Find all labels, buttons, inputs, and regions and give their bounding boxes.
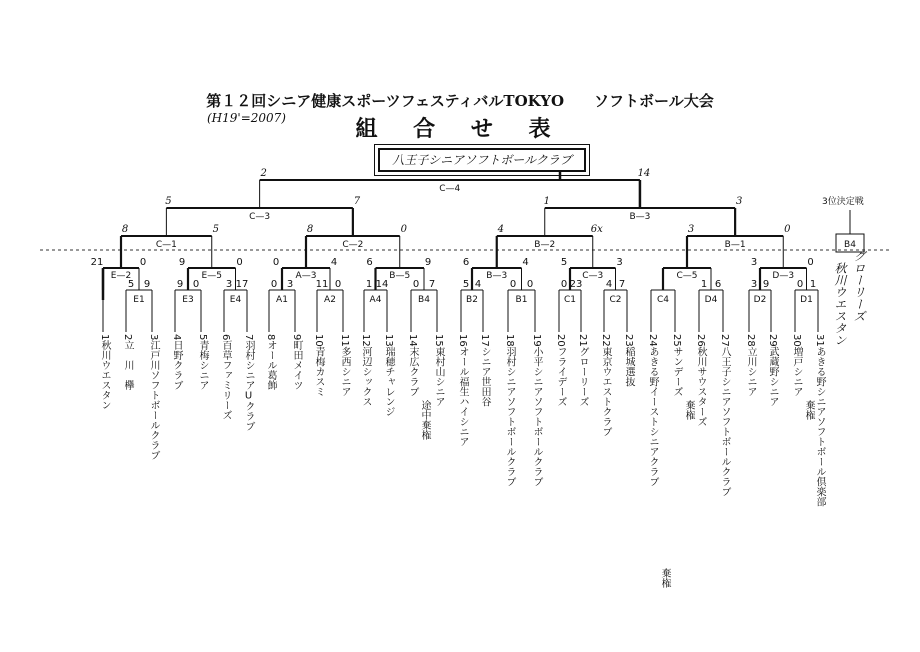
match-B1-score-right: 0: [526, 279, 534, 290]
match-E5-score-right: 0: [236, 257, 243, 268]
team-number: 31: [814, 334, 825, 347]
team-20: [552, 334, 566, 407]
team-23: [620, 334, 634, 387]
match-D2-score-left: 3: [750, 279, 758, 290]
team-number: 1: [99, 334, 110, 341]
match-C3-label: C—3: [249, 212, 271, 222]
team-name: 秋川ウエスタン: [99, 340, 110, 411]
match-B2r-score-right: 6x: [590, 224, 603, 235]
match-B3-score-right: 3: [735, 196, 743, 207]
third-place-match-label: B4: [844, 240, 856, 250]
team-number: 10: [313, 334, 324, 347]
match-D3-label: D—3: [772, 271, 795, 281]
match-E2-score-right: 0: [139, 257, 147, 268]
match-C3s-score-right: 3: [616, 257, 623, 268]
team-number: 8: [265, 334, 276, 341]
team-3: [145, 334, 159, 460]
match-C3s-label: C—3: [582, 271, 604, 281]
match-B2-label: B2: [466, 295, 478, 305]
team-number: 28: [745, 334, 756, 347]
match-A4-label: A4: [369, 295, 382, 305]
note-t24: 棄権: [659, 568, 670, 588]
match-B3-label: B—3: [486, 271, 508, 281]
team-name: あきる野イーストシニアクラブ: [647, 346, 658, 487]
team-name: 立 川 欅: [122, 340, 133, 391]
note-t25: 棄権: [683, 400, 694, 420]
team-name: 小平シニアソフトボールクラブ: [531, 346, 542, 487]
match-A2-score-right: 0: [334, 279, 342, 290]
team-number: 4: [171, 334, 182, 341]
team-number: 30: [791, 334, 802, 347]
match-B2r-score-left: 4: [497, 224, 504, 235]
match-A4-score-right: 14: [375, 279, 389, 290]
team-16: [454, 334, 468, 447]
match-B1-label: B1: [515, 295, 528, 305]
team-12: [357, 334, 371, 407]
handwritten-date: (H19'=2007): [207, 111, 286, 125]
match-B3-label: B—3: [629, 212, 651, 222]
team-name: 多西シニア: [339, 346, 350, 397]
match-A1-label: A1: [276, 295, 288, 305]
match-E3-score-left: 9: [176, 279, 184, 290]
team-name: あきる野シニアソフトボール倶楽部: [814, 346, 825, 507]
team-name: 稲城選抜: [623, 346, 634, 387]
third-place-label: 3位決定戦: [822, 197, 864, 207]
team-number: 3: [148, 334, 159, 341]
match-A1-score-right: 3: [286, 279, 294, 290]
match-A3-label: A—3: [295, 271, 317, 281]
team-number: 9: [291, 334, 302, 341]
team-number: 18: [504, 334, 515, 347]
third-place-team-2: グローリーズ: [852, 250, 866, 322]
team-name: 末広クラブ: [407, 346, 418, 397]
note-t14: 途中棄権: [419, 400, 430, 440]
final-score-left: 2: [260, 168, 267, 179]
match-E2-label: E—2: [110, 271, 132, 281]
team-number: 16: [457, 334, 468, 347]
team-22: [597, 334, 611, 437]
match-A4-score-left: 1: [365, 279, 373, 290]
team-number: 29: [767, 334, 778, 347]
match-B4-label: B4: [418, 295, 430, 305]
team-name: オール福生ハイシニア: [457, 346, 468, 447]
team-name: 立川シニア: [745, 346, 756, 397]
match-B1-score-left: 0: [509, 279, 517, 290]
team-number: 11: [339, 334, 350, 347]
match-D4-score-right: 6: [714, 279, 722, 290]
match-C2r-score-right: 0: [400, 224, 407, 235]
match-D4-label: D4: [704, 295, 718, 305]
match-B2-score-left: 5: [462, 279, 470, 290]
match-C1r-score-right: 5: [212, 224, 219, 235]
match-E1-label: E1: [133, 295, 145, 305]
team-name: 東京ウエストクラブ: [600, 346, 611, 437]
team-number: 15: [433, 334, 444, 347]
team-10: [310, 334, 324, 397]
match-E3-score-right: 0: [192, 279, 200, 290]
team-number: 12: [360, 334, 371, 347]
match-A2-label: A2: [324, 295, 336, 305]
team-13: [380, 334, 394, 417]
team-name: 青梅シニア: [197, 340, 208, 391]
team-9: [288, 334, 302, 390]
team-name: オール葛飾: [265, 340, 276, 391]
match-E1-score-right: 9: [143, 279, 151, 290]
team-30: [788, 334, 802, 397]
team-7: [240, 334, 254, 431]
note-t30: 棄権: [803, 400, 814, 420]
team-number: 14: [407, 334, 418, 347]
team-name: 羽村シニアUクラブ: [243, 340, 254, 432]
team-number: 25: [671, 334, 682, 347]
team-1: [96, 334, 110, 410]
match-D1-score-right: 1: [809, 279, 817, 290]
team-name: 東村山シニア: [433, 346, 444, 407]
team-name: 日野クラブ: [171, 340, 182, 391]
match-C3-score-right: 7: [353, 196, 361, 207]
team-number: 7: [243, 334, 254, 341]
team-6: [217, 334, 231, 420]
team-number: 26: [695, 334, 706, 347]
team-17: [476, 334, 490, 407]
match-C4-label: C4: [656, 295, 670, 305]
match-A3-score-right: 4: [330, 257, 338, 268]
match-E5-score-left: 9: [178, 257, 186, 268]
match-D1-score-left: 0: [796, 279, 804, 290]
team-name: 河辺シックス: [360, 346, 371, 407]
match-D4-score-left: 1: [700, 279, 708, 290]
team-21: [574, 334, 588, 407]
match-B4-score-right: 7: [428, 279, 436, 290]
team-28: [742, 334, 756, 397]
team-8: [262, 334, 276, 390]
match-E3-label: E3: [182, 295, 194, 305]
match-B4-score-left: 0: [412, 279, 420, 290]
team-number: 23: [623, 334, 634, 347]
match-C1r-label: C—1: [155, 240, 177, 250]
team-19: [528, 334, 542, 487]
match-C2-score-right: 7: [618, 279, 626, 290]
team-name: フライデーズ: [555, 346, 566, 407]
team-name: 青梅カスミ: [313, 346, 324, 397]
team-number: 6: [220, 334, 231, 341]
match-A1-score-left: 0: [270, 279, 278, 290]
team-name: 羽村シニアソフトボールクラブ: [504, 346, 515, 487]
match-D1-label: D1: [800, 295, 813, 305]
team-name: グローリーズ: [577, 346, 588, 407]
team-name: 八王子シニアソフトボールクラブ: [719, 346, 730, 497]
team-24: [644, 334, 658, 487]
match-D3-score-left: 3: [750, 257, 758, 268]
match-D2-score-right: 9: [762, 279, 770, 290]
winner-box: 八王子シニアソフトボールクラブ: [378, 148, 586, 172]
team-number: 17: [479, 334, 490, 347]
team-number: 5: [197, 334, 208, 341]
team-name: 増戸シニア: [791, 346, 802, 397]
match-C1r-score-left: 8: [121, 224, 129, 235]
team-number: 22: [600, 334, 611, 347]
match-D3-score-right: 0: [807, 257, 814, 268]
team-2: [119, 334, 133, 390]
match-A2-score-left: 11: [315, 279, 329, 290]
match-C1-label: C1: [563, 295, 577, 305]
match-E5-label: E—5: [201, 271, 222, 281]
team-name: 町田メイツ: [291, 340, 302, 391]
team-number: 20: [555, 334, 566, 347]
match-C1-score-right: 23: [569, 279, 583, 290]
team-number: 2: [122, 334, 133, 341]
match-C2-label: C2: [609, 295, 622, 305]
team-number: 19: [531, 334, 542, 347]
team-name: 秋川サウスターズ: [695, 346, 706, 427]
match-B1r-score-right: 0: [784, 224, 791, 235]
match-C2r-label: C—2: [342, 240, 364, 250]
team-number: 24: [647, 334, 658, 347]
team-26: [692, 334, 706, 427]
team-name: 百草ファミリーズ: [220, 340, 231, 421]
match-E2-score-left: 21: [90, 257, 104, 268]
match-B5-score-left: 6: [366, 257, 373, 268]
team-name: 江戸川ソフトボールクラブ: [148, 340, 159, 461]
team-5: [194, 334, 208, 390]
match-B3-score-right: 4: [522, 257, 529, 268]
team-name: 武蔵野シニア: [767, 346, 778, 407]
team-name: シニア世田谷: [479, 346, 490, 407]
team-number: 27: [719, 334, 730, 347]
team-15: [430, 334, 444, 407]
match-D2-label: D2: [753, 295, 767, 305]
match-C3-score-left: 5: [165, 196, 172, 207]
match-final-label: C—4: [439, 184, 461, 194]
team-25: [668, 334, 682, 397]
team-11: [336, 334, 350, 397]
third-place-team-1: 秋川ウエスタン: [833, 262, 847, 346]
match-B3-score-left: 1: [543, 196, 550, 207]
match-C1-score-left: 0: [560, 279, 568, 290]
match-C5-label: C—5: [676, 271, 698, 281]
team-name: 瑞穂チャレンジ: [383, 346, 394, 417]
match-B3-score-left: 6: [462, 257, 470, 268]
match-E4-score-left: 3: [225, 279, 233, 290]
match-A3-score-left: 0: [272, 257, 280, 268]
team-29: [764, 334, 778, 407]
match-B1r-score-left: 3: [687, 224, 695, 235]
team-4: [168, 334, 182, 390]
match-B5-score-right: 9: [424, 257, 432, 268]
match-B2-score-right: 4: [474, 279, 482, 290]
team-27: [716, 334, 730, 497]
match-E1-score-left: 5: [127, 279, 135, 290]
match-B2r-label: B—2: [534, 240, 556, 250]
team-name: サンデーズ: [671, 346, 682, 397]
match-E4-label: E4: [229, 295, 242, 305]
match-B5-label: B—5: [389, 271, 411, 281]
match-E4-score-right: 17: [235, 279, 249, 290]
team-number: 21: [577, 334, 588, 347]
team-14: [404, 334, 418, 397]
team-31: [811, 334, 825, 507]
match-C2-score-left: 4: [605, 279, 613, 290]
match-B1r-label: B—1: [724, 240, 746, 250]
match-C3s-score-left: 5: [560, 257, 568, 268]
page-subtitle: 組 合 せ 表: [355, 116, 565, 142]
page-title: 第１２回シニア健康スポーツフェスティバルTOKYO ソフトボール大会: [206, 92, 714, 110]
final-score-right: 14: [637, 168, 651, 179]
team-number: 13: [383, 334, 394, 347]
team-18: [501, 334, 515, 487]
match-C2r-score-left: 8: [306, 224, 314, 235]
